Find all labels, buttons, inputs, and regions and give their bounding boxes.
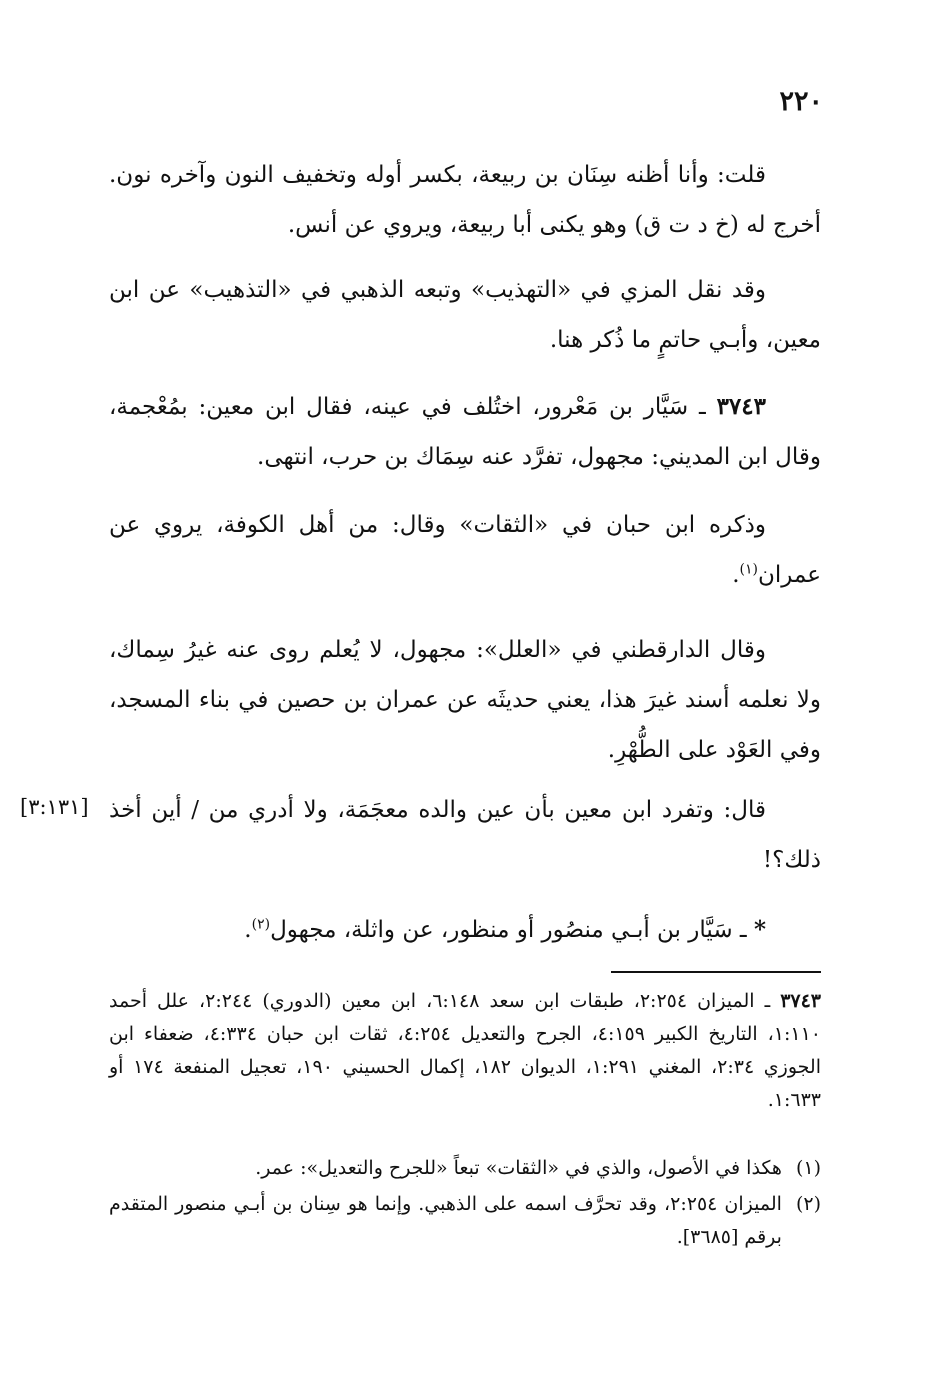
paragraph-2-text: وقد نقل المزي في «التهذيب» وتبعه الذهبي في «التذهيب» عن ابن معين، وأبـي حاتمٍ ما ذُكر هنا. [109,277,821,353]
footnote-1-text: هكذا في الأصول، والذي في «الثقات» تبعاً «للجرح والتعديل»: عمر. [255,1157,782,1179]
footnote-2-text: الميزان ٢:٢٥٤، وقد تحرَّف اسمه على الذهبي. وإنما هو سِنان بن أبـي منصور المتقدم برقم [٣٦٨٥]. [109,1193,782,1248]
footnote-entry-text: ـ الميزان ٢:٢٥٤، طبقات ابن سعد ٦:١٤٨، ابن معين (الدوري) ٢:٢٤٤، علل أحمد ١:١١٠، التاريخ الكبير ٤:١٥٩، الجرح والتعديل ٤:٢٥٤، ثقات ابن حبان ٤:٣٣٤، ضعفاء ابن الجوزي ٢:٣٤، المغني ١:٢٩١، الديوان ١٨٢، إكمال الحسيني ١٩٠، تعجيل المنفعة ١٧٤ أو ١:٦٣٣. [109,990,821,1111]
page-number: ٢٢٠ [779,86,823,117]
entry-sayyar-abi-mansur: * ـ سَيَّار بن أبـي منصُور أو منظور، عن واثلة، مجهول$^{(٢)}$. [244,916,766,943]
entry-sayyar-text: ـ سَيَّار بن أبـي منصُور أو منظور، عن واثلة، مجهول [270,917,747,943]
footnote-2-label: (٢) [795,1193,821,1215]
entry-3743-text: ـ سَيَّار بن مَعْرور، اختُلف في عينه، فقال ابن معين: بمُعْجمة، وقال ابن المديني: مجهول، تفرَّد عنه سِمَاك بن حرب، انتهى. [109,394,821,470]
entry-3743 [109,382,821,482]
footnote-1 [109,1152,821,1185]
paragraph-5-text: وقال الدارقطني في «العلل»: مجهول، لا يُعلم روى عنه غيرُ سِماك، ولا نعلمه أسند غيرَ هذا، يعني حديثَه عن عمران بن حصين في بناء المسجد، وفي العَوْد على الطُّهْرِ. [109,637,821,763]
footnote-ref-2[interactable]: (٢) [251,916,271,933]
paragraph-1 [109,150,821,250]
star-marker: * [753,916,766,943]
footnote-entry-number: ٣٧٤٣ [780,990,822,1012]
source-reference-marker: [٣:١٣١] [20,795,89,819]
entry-number: ٣٧٤٣ [716,393,766,420]
paragraph-5 [109,625,821,775]
paragraph-4: وذكره ابن حبان في «الثقات» وقال: من أهل الكوفة، يروي عن عمران$^{(١)}$. [109,512,821,588]
footnote-1-label: (١) [795,1157,821,1179]
paragraph-1-text: قلت: وأنا أظنه سِنَان بن ربيعة، بكسر أوله وتخفيف النون وآخره نون. أخرج له (خ د ت ق) وهو يكنى أبا ربيعة، ويروي عن أنس. [109,162,821,238]
paragraph-4-text: وذكره ابن حبان في «الثقات» وقال: من أهل الكوفة، يروي عن عمران [109,512,821,588]
footnote-2 [109,1188,821,1254]
paragraph-6-text: قال: وتفرد ابن معين بأن عين والده معجَمَة، ولا أدري من / أين أخذ ذلك؟! [109,797,821,873]
footnote-entry-3743 [109,985,821,1117]
footnote-separator [611,971,821,973]
paragraph-2 [109,265,821,365]
footnote-ref-1[interactable]: (١) [739,561,758,578]
paragraph-6 [109,785,821,885]
